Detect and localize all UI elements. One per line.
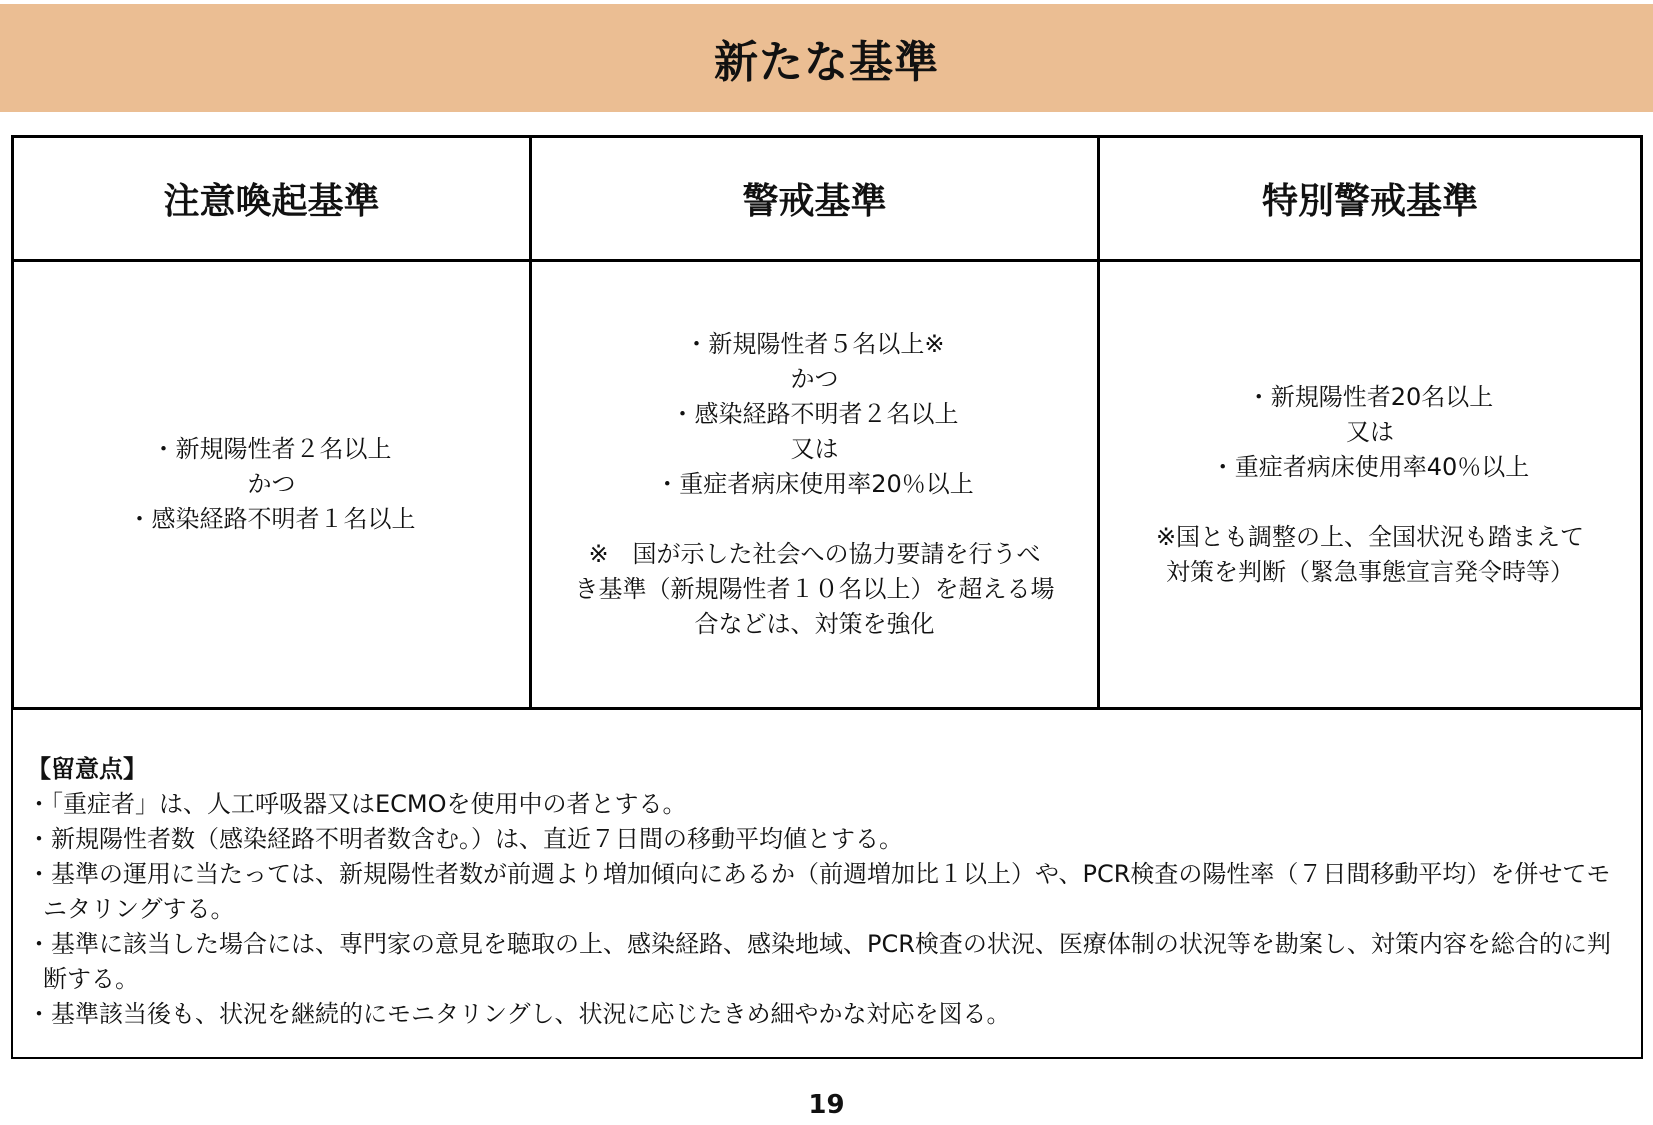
criteria-line: ・感染経路不明者１名以上 [127, 505, 416, 533]
criteria-lines [655, 327, 974, 502]
criteria-line: ・重症者病床使用率40％以上 [1210, 452, 1530, 481]
note-line: 合などは、対策を強化 [694, 610, 935, 638]
note-line: き基準（新規陽性者１０名以上）を超える場 [574, 575, 1055, 603]
criteria-line: ・新規陽性者２名以上 [151, 435, 392, 463]
column-header-label: 特別警戒基準 [1261, 181, 1478, 222]
criteria-line: 又は [1345, 417, 1394, 446]
notes-item: ・基準に該当した場合には、専門家の意見を聴取の上、感染経路、感染地域、PCR検査の状況、医療体制の状況等を勘案し、対策内容を総合的に判断する。 [27, 930, 1611, 993]
criteria-note [1156, 520, 1584, 590]
notes-item: ・基準該当後も、状況を継続的にモニタリングし、状況に応じたきめ細やかな対応を図る。 [27, 1000, 1011, 1028]
criteria-lines [1211, 380, 1530, 485]
column-header-label: 警戒基準 [742, 181, 887, 222]
criteria-line: かつ [790, 365, 839, 393]
note-line: ※国とも調整の上、全国状況も踏まえて [1155, 522, 1585, 551]
criteria-table [11, 135, 1643, 710]
criteria-cell-alert [532, 262, 1100, 707]
criteria-line: ・重症者病床使用率20％以上 [655, 470, 974, 498]
criteria-line: ・新規陽性者５名以上※ [684, 330, 945, 358]
note-line: ※ 国が示した社会への協力要請を行うべ [588, 540, 1041, 568]
page-title: 新たな基準 [714, 37, 939, 88]
criteria-cell-special-alert [1100, 262, 1640, 707]
notes-item: ・「重症者」は、人工呼吸器又はECMOを使用中の者とする。 [27, 790, 687, 818]
notes-item: ・基準の運用に当たっては、新規陽性者数が前週より増加傾向にあるか（前週増加比１以上）や、PCR検査の陽性率（７日間移動平均）を併せてモニタリングする。 [27, 860, 1611, 923]
criteria-line: 又は [790, 435, 839, 463]
notes-item: ・新規陽性者数（感染経路不明者数含む。）は、直近７日間の移動平均値とする。 [27, 825, 903, 853]
criteria-cell-caution [14, 262, 532, 707]
criteria-line: ・新規陽性者20名以上 [1246, 382, 1494, 411]
column-header-special-alert [1100, 138, 1640, 262]
criteria-line: かつ [247, 470, 296, 498]
note-line: 対策を判断（緊急事態宣言発令時等） [1165, 557, 1574, 586]
column-header-caution [14, 138, 532, 262]
notes-title: 【留意点】 [27, 755, 147, 783]
criteria-line: ・感染経路不明者２名以上 [670, 400, 959, 428]
criteria-lines [128, 432, 416, 537]
column-header-label: 注意喚起基準 [163, 181, 380, 222]
criteria-note [575, 537, 1055, 642]
title-banner [0, 4, 1653, 112]
notes-box [11, 710, 1643, 1059]
page-number: 19 [808, 1090, 845, 1120]
column-header-alert [532, 138, 1100, 262]
